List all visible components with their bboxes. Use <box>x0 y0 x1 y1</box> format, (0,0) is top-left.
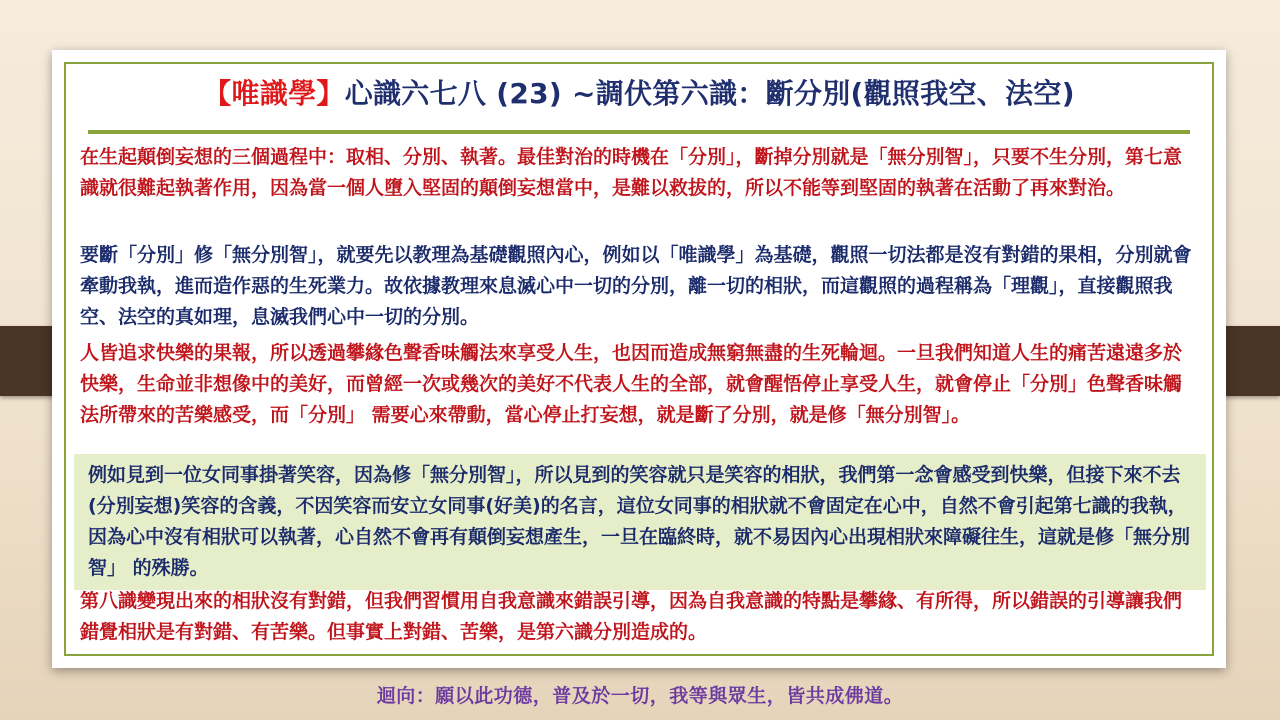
paragraph-2: 要斷「分別」修「無分別智」，就要先以教理為基礎觀照內心，例如以「唯識學」為基礎，觀照一切法都是沒有對錯的果相，分別就會牽動我執，進而造作惡的生死業力。故依據教理來息滅心中一切的分別，離一切的相狀，而這觀照的過程稱為「理觀」，直接觀照我空、法空的真如理，息滅我們心中一切的分別。 <box>80 244 1192 328</box>
slide-title <box>52 72 1226 112</box>
paragraph-5: 第八識變現出來的相狀沒有對錯，但我們習慣用自我意識來錯誤引導，因為自我意識的特點是攀緣、有所得，所以錯誤的引導讓我們錯覺相狀是有對錯、有苦樂。但事實上對錯、苦樂，是第六識分別造成的。 <box>80 590 1183 643</box>
title-bracket: 【唯識學】 <box>203 77 345 110</box>
title-divider <box>88 130 1190 134</box>
slide-card <box>52 50 1226 668</box>
paragraph-4-highlighted: 例如見到一位女同事掛著笑容，因為修「無分別智」，所以見到的笑容就只是笑容的相狀，我們第一念會感受到快樂，但接下來不去(分別妄想)笑容的含義，不因笑容而安立女同事(好美)的名言，這位女同事的相狀就不會固定在心中，自然不會引起第七識的我執，因為心中沒有相狀可以執著，心自然不會再有顛倒妄想產生，一旦在臨終時，就不易因內心出現相狀來障礙往生，這就是修「無分別智」 的殊勝。 <box>74 454 1206 590</box>
paragraph-1: 在生起顛倒妄想的三個過程中：取相、分別、執著。最佳對治的時機在「分別」，斷掉分別就是「無分別智」，只要不生分別，第七意識就很難起執著作用，因為當一個人墮入堅固的顛倒妄想當中，是難以救拔的，所以不能等到堅固的執著在活動了再來對治。 <box>80 146 1183 199</box>
paragraph-3: 人皆追求快樂的果報，所以透過攀緣色聲香味觸法來享受人生，也因而造成無窮無盡的生死輪迴。一旦我們知道人生的痛苦遠遠多於快樂，生命並非想像中的美好，而曾經一次或幾次的美好不代表人生的全部，就會醒悟停止享受人生，就會停止「分別」色聲香味觸法所帶來的苦樂感受，而「分別」 需要心來帶動，當心停止打妄想，就是斷了分別，就是修「無分別智」。 <box>80 342 1183 426</box>
title-main: 心識六七八 (23) ~調伏第六識：斷分別(觀照我空、法空) <box>344 77 1075 110</box>
dedication-footer: 迴向：願以此功德，普及於一切，我等與眾生，皆共成佛道。 <box>376 685 904 707</box>
